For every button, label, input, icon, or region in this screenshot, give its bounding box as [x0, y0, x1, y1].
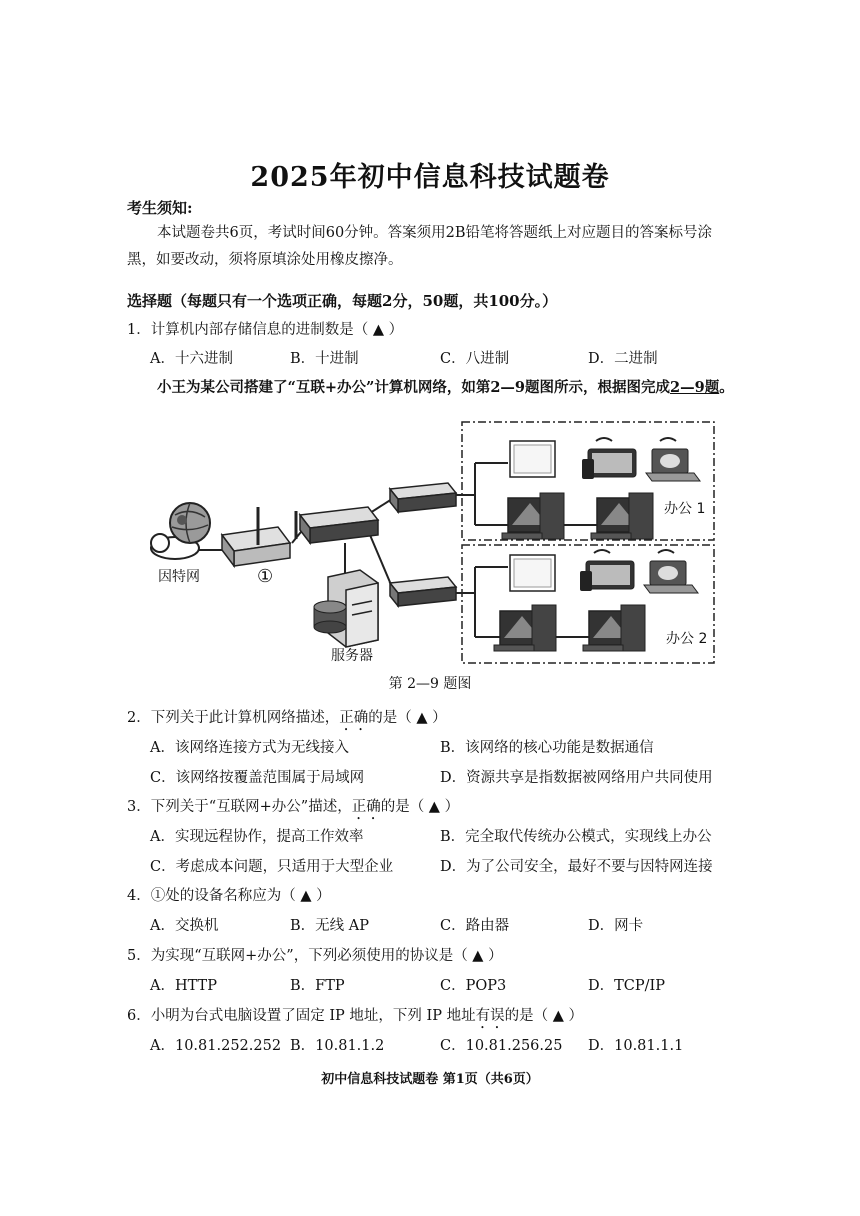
- q3-stem-post: 的是（ ▲ ）: [380, 799, 460, 815]
- q2-stem-post: 的是（ ▲ ）: [368, 710, 447, 726]
- section-header: 选择题（每题只有一个选项正确，每题2分，50题，共100分。）: [127, 292, 558, 310]
- office-1-switch-icon: [390, 483, 456, 512]
- page-title: 2025年初中信息科技试题卷: [250, 162, 610, 193]
- q2-option-b: B．该网络的核心功能是数据通信: [440, 740, 654, 756]
- office-2-laptop-icon: [644, 550, 698, 593]
- q6-stem-post: 的是（ ▲ ）: [504, 1008, 584, 1024]
- office-1-desktop-1-icon: [502, 493, 564, 539]
- q6-stem-emphasis: 有误: [475, 1008, 505, 1024]
- q4-option-d: D．网卡: [588, 918, 644, 934]
- question-6-stem: [127, 1004, 583, 1032]
- server-icon: [314, 570, 378, 647]
- q3-option-b: B．完全取代传统办公模式，实现线上办公: [440, 829, 712, 845]
- q6-option-b: B．10.81.1.2: [290, 1038, 385, 1054]
- internet-label: 因特网: [158, 569, 200, 585]
- q5-option-d: D．TCP/IP: [588, 978, 666, 994]
- office-1-label: 办公 1: [664, 501, 706, 517]
- device-1-marker: ①: [257, 566, 274, 587]
- q2-option-d: D．资源共享是指数据被网络用户共同使用: [440, 770, 713, 786]
- question-1-stem: 1．计算机内部存储信息的进制数是（ ▲ ）: [127, 322, 404, 338]
- q6-stem-pre: 6．小明为台式电脑设置了固定 IP 地址，下列 IP 地址: [127, 1008, 476, 1024]
- q5-option-b: B．FTP: [290, 978, 345, 994]
- q3-stem-emphasis: 正确: [351, 799, 381, 815]
- q3-option-d: D．为了公司安全，最好不要与因特网连接: [440, 859, 713, 875]
- q3-option-c: C．考虑成本问题，只适用于大型企业: [150, 859, 394, 875]
- q5-option-c: C．POP3: [440, 978, 507, 994]
- q1-option-d: D．二进制: [588, 351, 658, 367]
- question-3-stem: [127, 795, 459, 823]
- q2-option-c: C．该网络按覆盖范围属于局域网: [150, 770, 365, 786]
- office-1-desktop-2-icon: [591, 493, 653, 539]
- q5-option-a: A．HTTP: [150, 978, 217, 994]
- question-4-stem: 4．①处的设备名称应为（ ▲ ）: [127, 888, 331, 904]
- q4-option-a: A．交换机: [150, 918, 219, 934]
- q6-option-d: D．10.81.1.1: [588, 1038, 684, 1054]
- office-1-tablet-phone-icon: [582, 438, 636, 479]
- question-5-stem: 5．为实现“互联网+办公”，下列必须使用的协议是（ ▲ ）: [127, 948, 503, 964]
- router-icon: [222, 507, 296, 566]
- q2-stem-emphasis: 正确: [339, 710, 369, 726]
- q1-option-a: A．十六进制: [150, 351, 233, 367]
- office-1-printer-icon: [510, 441, 555, 477]
- q4-option-b: B．无线 AP: [290, 918, 369, 934]
- network-diagram: [0, 415, 860, 675]
- q2-stem-pre: 2．下列关于此计算机网络描述，: [127, 710, 340, 726]
- office-1-laptop-icon: [646, 438, 700, 481]
- q3-option-a: A．实现远程协作，提高工作效率: [150, 829, 364, 845]
- office-2-switch-icon: [390, 577, 456, 606]
- q2-option-a: A．该网络连接方式为无线接入: [150, 740, 349, 756]
- diagram-caption: 第 2—9 题图: [388, 676, 472, 692]
- office-2-printer-icon: [510, 555, 555, 591]
- office-2-desktop-1-icon: [494, 605, 556, 651]
- q3-stem-pre: 3．下列关于“互联网+办公”描述，: [127, 799, 352, 815]
- q1-option-b: B．十进制: [290, 351, 359, 367]
- server-label: 服务器: [331, 648, 373, 664]
- core-switch-icon: [300, 507, 378, 543]
- notice-heading: 考生须知:: [127, 199, 193, 217]
- office-2-desktop-2-icon: [583, 605, 645, 651]
- q6-option-a: A．10.81.252.252: [150, 1038, 282, 1054]
- office-2-label: 办公 2: [666, 631, 708, 647]
- q4-option-c: C．路由器: [440, 918, 510, 934]
- notice-body: 本试题卷共6页，考试时间60分钟。答案须用2B铅笔将答题纸上对应题目的答案标号涂黑，如要改动，须将原填涂处用橡皮擦净。: [127, 225, 713, 268]
- diagram-intro: [127, 373, 737, 403]
- intro-underlined: 2—9题: [670, 379, 720, 396]
- intro-end: 。: [719, 379, 734, 396]
- q1-option-c: C．八进制: [440, 351, 510, 367]
- page-footer: 初中信息科技试题卷 第1页（共6页）: [321, 1072, 539, 1087]
- office-2-tablet-phone-icon: [580, 550, 634, 591]
- intro-text: 小王为某公司搭建了“互联+办公”计算机网络，如第2—9题图所示，根据图完成: [157, 379, 671, 396]
- q6-option-c: C．10.81.256.25: [440, 1038, 563, 1054]
- question-2-stem: [127, 706, 447, 734]
